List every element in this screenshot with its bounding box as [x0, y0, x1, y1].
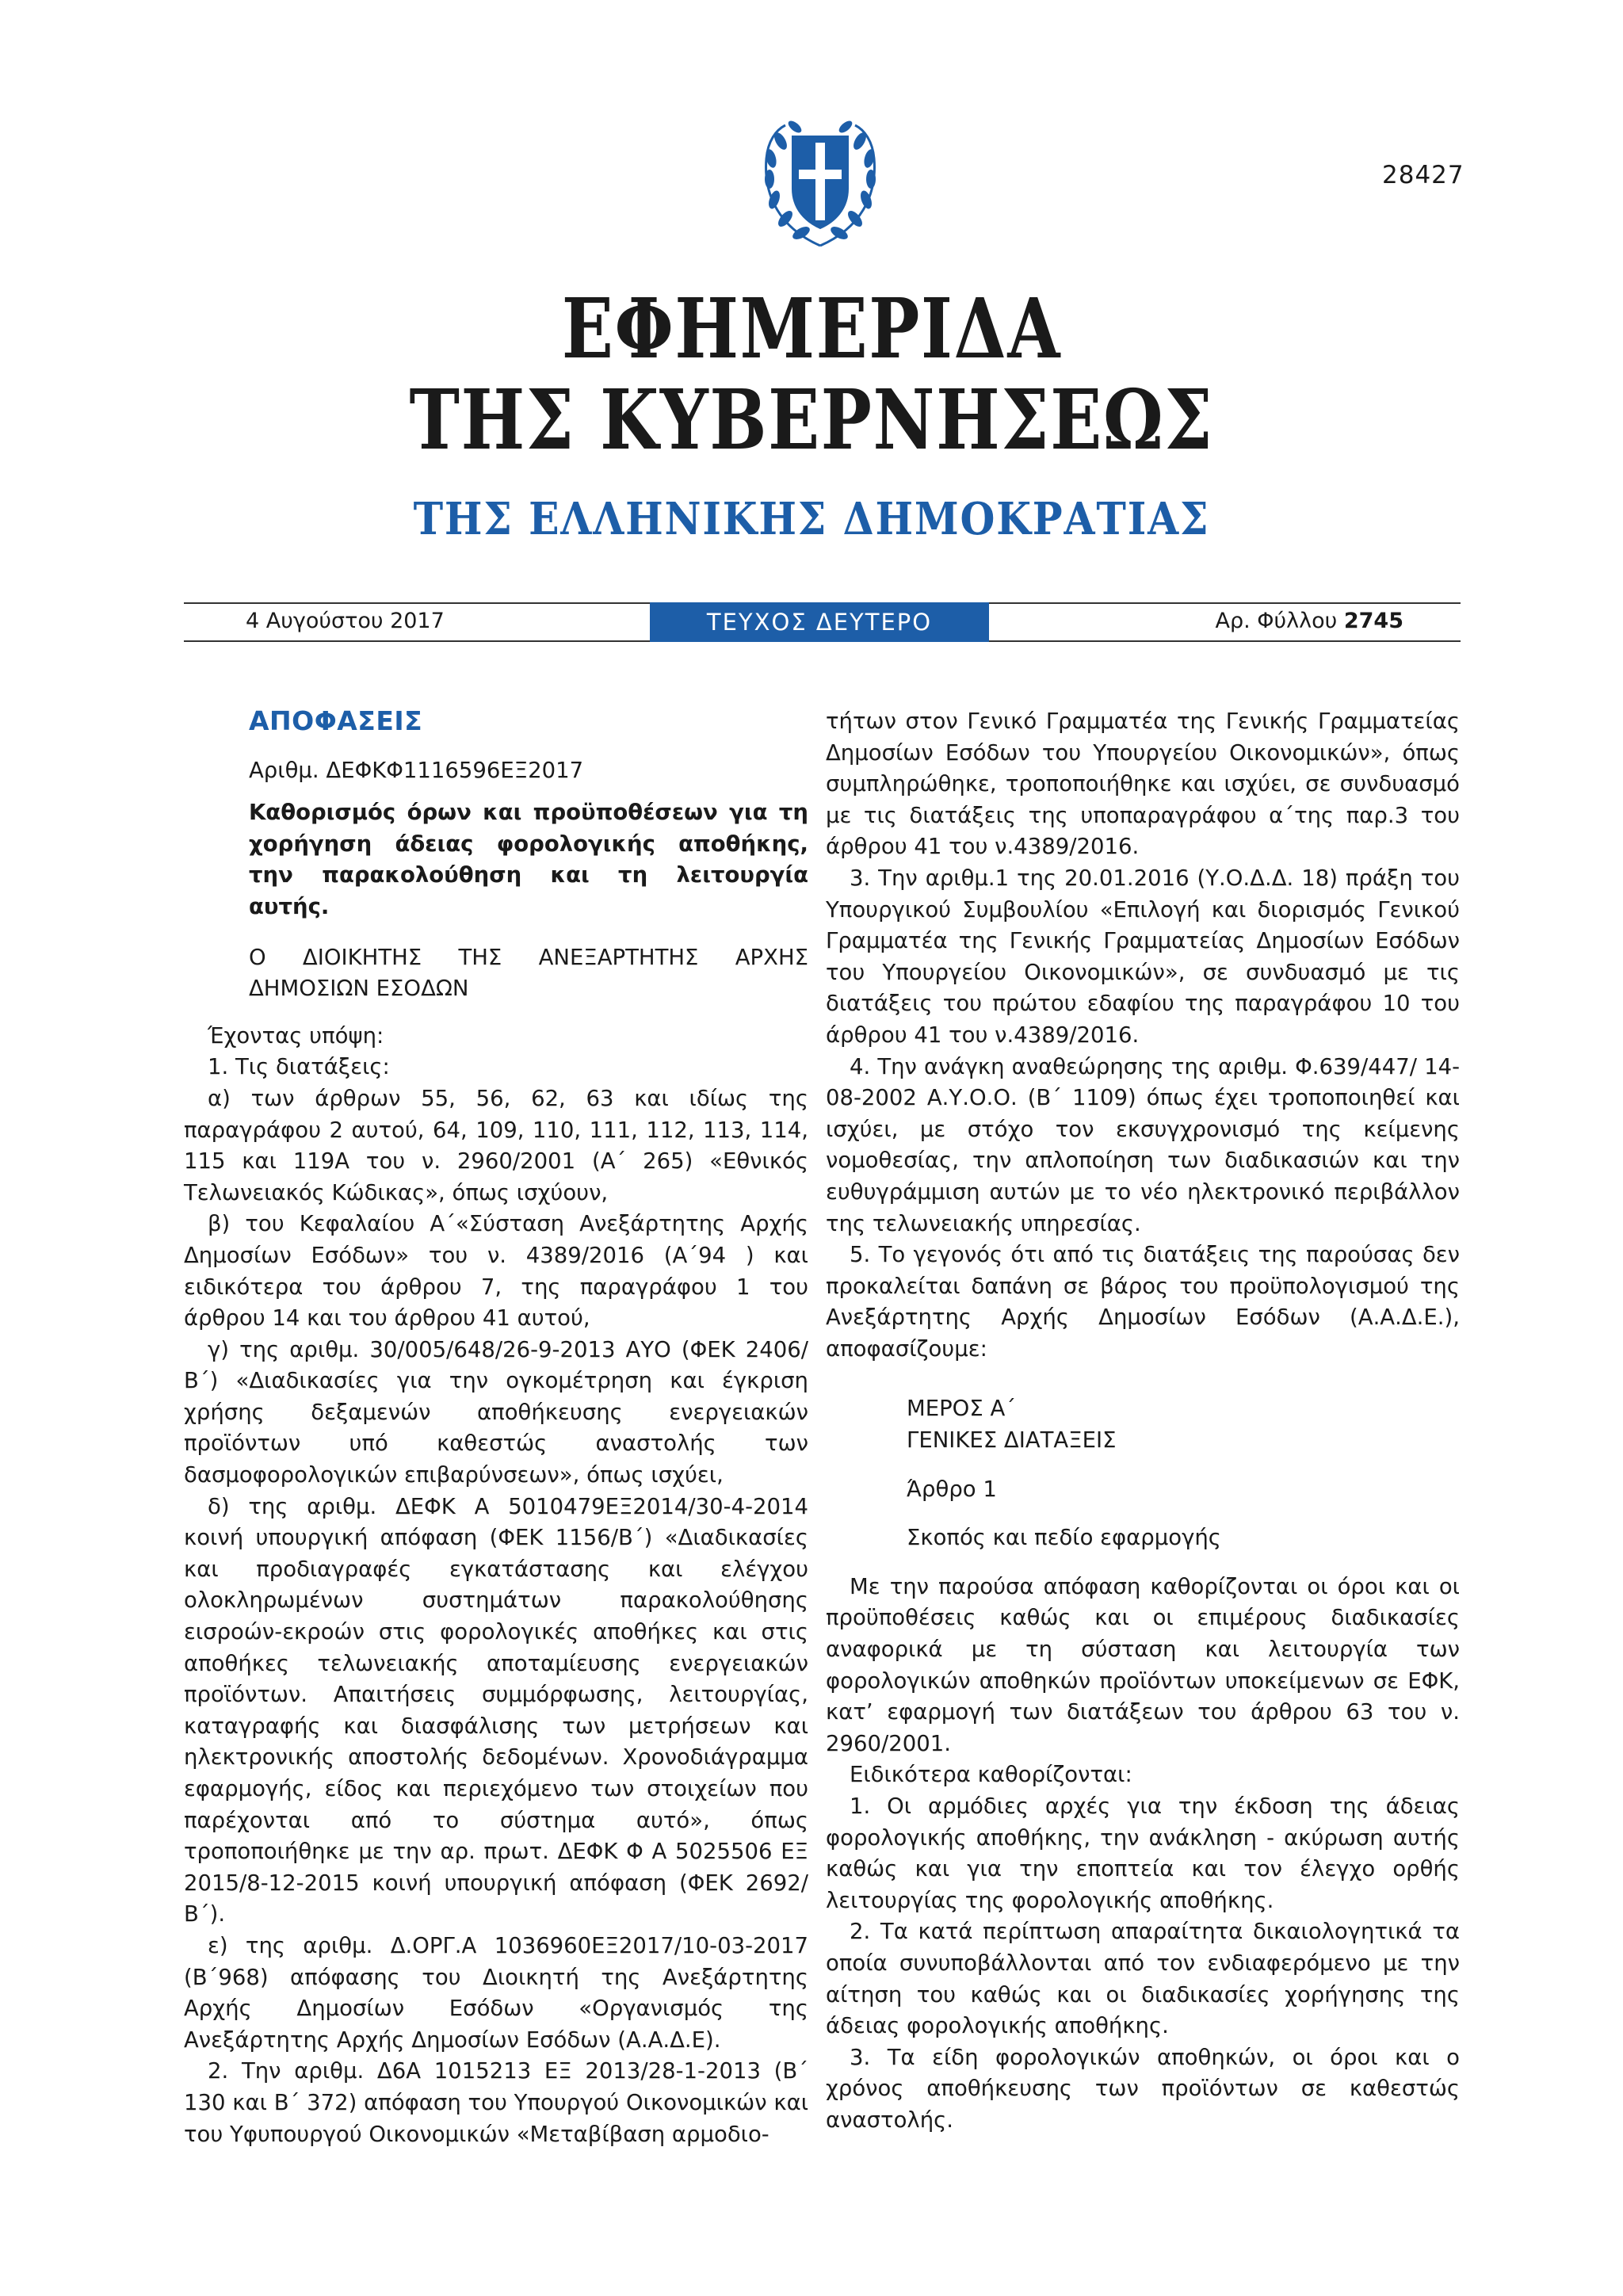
- recital-2-continued: τήτων στον Γενικό Γραμματέα της Γενικής Γραμματείας Δημοσίων Εσόδων του Υπουργείου Οικονομικών», όπως συμπληρώθηκε, τροποποιήθηκε και ισχύει, σε συνδυασμό με τις διατάξεις της υποπαραγράφου α΄της παρ.3 του άρθρου 41 του ν.4389/2016.: [826, 709, 1460, 860]
- gazette-title-line2: ΤΗΣ ΚΥΒΕΡΝΗΣΕΩΣ: [409, 371, 1214, 468]
- article-point-1: 1. Οι αρμόδιες αρχές για την έκδοση της άδειας φορολογικής αποθήκης, την ανάκληση - ακύρωση αυτής καθώς και για την εποπτεία και τον έλεγχο ορθής λειτουργίας της φορολογικής αποθήκης.: [826, 1794, 1460, 1913]
- specifically-label: Ειδικότερα καθορίζονται:: [850, 1762, 1132, 1788]
- recital-2: 2. Την αριθμ. Δ6Α 1015213 ΕΞ 2013/28-1-2013 (Β΄ 130 και Β΄ 372) απόφαση του Υπουργού Οικονομικών και του Υφυπουργού Οικονομικών «Μεταβίβαση αρμοδιο-: [184, 2058, 808, 2147]
- article-point-3: 3. Τα είδη φορολογικών αποθηκών, οι όροι και ο χρόνος αποθήκευσης των προϊόντων σε καθεστώς αναστολής.: [826, 2044, 1460, 2133]
- article-title: Άρθρο 1: [907, 1476, 997, 1502]
- article-point-2: 2. Τα κατά περίπτωση απαραίτητα δικαιολογητικά τα οποία συνυποβάλλονται από τον ενδιαφερόμενο με την αίτηση του καθώς και οι διαδικασίες χορήγησης της άδειας φορολογικής αποθήκης.: [826, 1919, 1460, 2039]
- sheet-number-value: 2745: [1343, 609, 1403, 633]
- decision-number: Αριθμ. ΔΕΦΚΦ1116596ΕΞ2017: [249, 757, 584, 783]
- republic-subtitle: ΤΗΣ ΕΛΛΗΝΙΚΗΣ ΔΗΜΟΚΡΑΤΙΑΣ: [413, 493, 1210, 545]
- article-intro: Με την παρούσα απόφαση καθορίζονται οι όροι και οι προϋποθέσεις καθώς και οι επιμέρους διαδικασίες αναφορικά με τη σύσταση και λειτουργία των φορολογικών αποθηκών προϊόντων υποκείμενων σε ΕΦΚ, κατ’ εφαρμογή των διατάξεων του άρθρου 63 του ν. 2960/2001.: [826, 1573, 1460, 1756]
- article-subtitle: Σκοπός και πεδίο εφαρμογής: [907, 1525, 1221, 1551]
- provision-item-b: β) του Κεφαλαίου Α΄«Σύσταση Ανεξάρτητης Αρχής Δημοσίων Εσόδων» του ν. 4389/2016 (Α΄94 ) και ειδικότερα του άρθρου 7, της παραγράφου 1 του άρθρου 14 και του άρθρου 41 αυτού,: [184, 1211, 808, 1331]
- page-number: 28427: [1382, 161, 1465, 189]
- sheet-number-label: Αρ. Φύλλου: [1215, 609, 1338, 633]
- issue-series-badge: ΤΕΥΧΟΣ ΔΕΥΤΕΡΟ: [650, 602, 989, 642]
- provision-item-a: α) των άρθρων 55, 56, 62, 63 και ιδίως της παραγράφου 2 αυτού, 64, 109, 110, 111, 112, 113, 114, 115 και 119Α του ν. 2960/2001 (Α΄ 265) «Εθνικός Τελωνειακός Κώδικας», όπως ισχύουν,: [184, 1085, 808, 1205]
- decision-subject: Καθορισμός όρων και προϋποθέσεων για τη χορήγηση άδειας φορολογικής αποθήκης, την παρακολούθηση και τη λειτουργία αυτής.: [249, 800, 808, 919]
- gazette-title-line1: ΕΦΗΜΕΡΙΔΑ: [561, 280, 1062, 377]
- part-subtitle: ΓΕΝΙΚΕΣ ΔΙΑΤΑΞΕΙΣ: [907, 1427, 1117, 1454]
- provision-item-e: ε) της αριθμ. Δ.ΟΡΓ.Α 1036960ΕΞ2017/10-03-2017 (Β΄968) απόφασης του Διοικητή της Ανεξάρτητης Αρχής Δημοσίων Εσόδων «Οργανισμός της Ανεξάρτητης Αρχής Δημοσίων Εσόδων (Α.Α.Δ.Ε).: [184, 1932, 808, 2053]
- part-title: ΜΕΡΟΣ Α΄: [907, 1396, 1017, 1422]
- issuing-authority: Ο ΔΙΟΙΚΗΤΗΣ ΤΗΣ ΑΝΕΞΑΡΤΗΤΗΣ ΑΡΧΗΣ ΔΗΜΟΣΙΩΝ ΕΣΟΔΩΝ: [249, 944, 808, 1002]
- recital-4: 4. Την ανάγκη αναθεώρησης της αριθμ. Φ.639/447/ 14-08-2002 Α.Υ.Ο.Ο. (Β΄ 1109) όπως έχει τροποποιηθεί και ισχύει, με στόχο τον εκσυγχρονισμό της κείμενης νομοθεσίας, την απλοποίηση των διαδικασιών και την ευθυγράμμιση αυτών με το νέο ηλεκτρονικό περιβάλλον της τελωνειακής υπηρεσίας.: [826, 1053, 1460, 1236]
- issue-info-bar: [184, 602, 1461, 642]
- right-column: [826, 706, 1460, 2137]
- recital-5: 5. Το γεγονός ότι από τις διατάξεις της παρούσας δεν προκαλείται δαπάνη σε βάρος του προϋπολογισμού της Ανεξάρτητης Αρχής Δημοσίων Εσόδων (Α.Α.Δ.Ε.), αποφασίζουμε:: [826, 1242, 1460, 1362]
- sheet-number: [1216, 609, 1404, 633]
- recital-3: 3. Την αριθμ.1 της 20.01.2016 (Υ.Ο.Δ.Δ. 18) πράξη του Υπουργικού Συμβουλίου «Επιλογή και διορισμός Γενικού Γραμματέα της Γενικής Γραμματείας Δημοσίων Εσόδων του Υπουργείου Οικονομικών», σε συνδυασμό με τις διατάξεις του πρώτου εδαφίου της παραγράφου 10 του άρθρου 41 του ν.4389/2016.: [826, 865, 1460, 1048]
- greek-coat-of-arms-icon: [749, 109, 892, 252]
- left-column: [184, 705, 808, 2150]
- provision-item-c: γ) της αριθμ. 30/005/648/26-9-2013 ΑΥΟ (ΦΕΚ 2406/Β΄) «Διαδικασίες για την ογκομέτρηση και έγκριση χρήσης δεξαμενών αποθήκευσης ενεργειακών προϊόντων υπό καθεστώς αναστολής των δασμοφορολογικών επιβαρύνσεων», όπως ισχύει,: [184, 1336, 808, 1488]
- provision-item-d: δ) της αριθμ. ΔΕΦΚ Α 5010479ΕΞ2014/30-4-2014 κοινή υπουργική απόφαση (ΦΕΚ 1156/Β΄) «Διαδικασίες και προδιαγραφές εγκατάστασης και ελέγχου ολοκληρωμένων συστημάτων παρακολούθησης εισροών-εκροών στις φορολογικές αποθήκες και στις αποθήκες τελωνειακής αποταμίευσης ενεργειακών προϊόντων. Απαιτήσεις συμμόρφωσης, λειτουργίας, καταγραφής και διασφάλισης των μετρήσεων και ηλεκτρονικής αποστολής δεδομένων. Χρονοδιάγραμμα εφαρμογής, είδος και περιεχόμενο των στοιχείων που παρέχονται από το σύστημα αυτό», όπως τροποποιήθηκε με την αρ. πρωτ. ΔΕΦΚ Φ Α 5025506 ΕΞ 2015/8-12-2015 κοινή υπουργική απόφαση (ΦΕΚ 2692/Β΄).: [184, 1493, 808, 1927]
- section-heading: ΑΠΟΦΑΣΕΙΣ: [249, 705, 423, 736]
- issue-date: 4 Αυγούστου 2017: [246, 609, 445, 633]
- having-regard: Έχοντας υπόψη:: [208, 1022, 384, 1049]
- provisions-intro: 1. Τις διατάξεις:: [208, 1054, 390, 1080]
